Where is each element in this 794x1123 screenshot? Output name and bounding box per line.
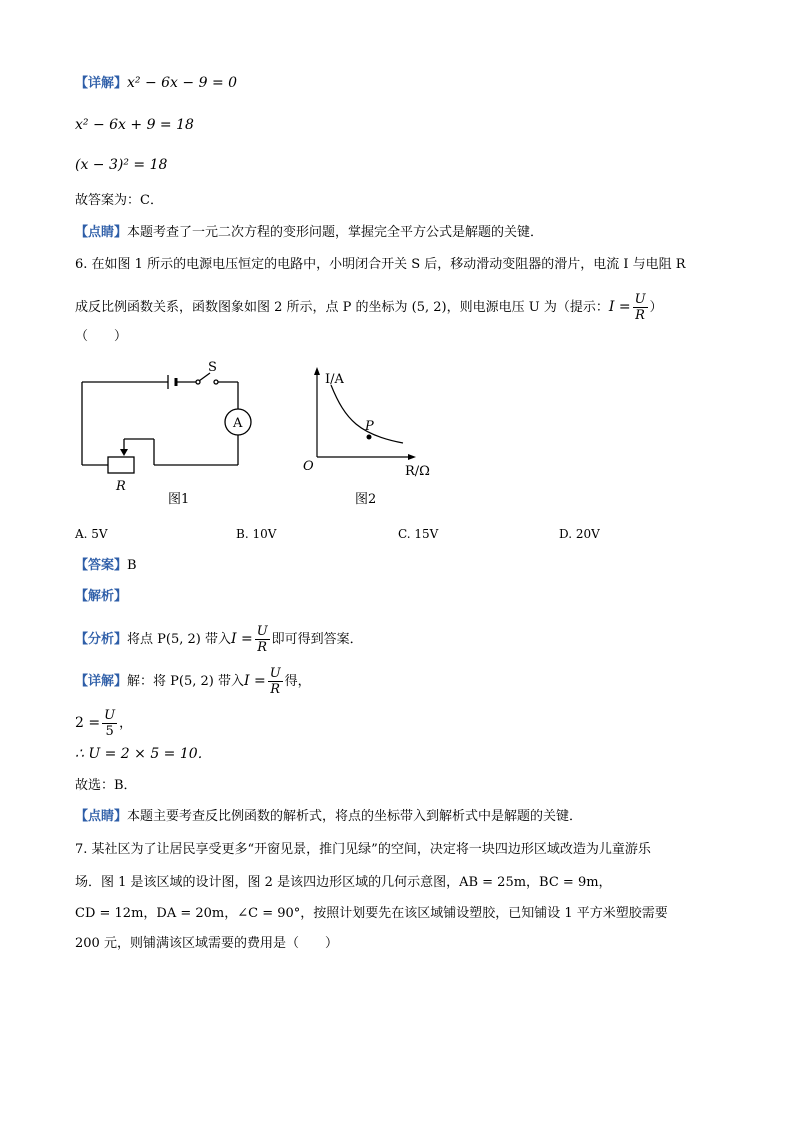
q5-comment-tag: 【点睛】 bbox=[75, 225, 128, 240]
y-axis-label: I/A bbox=[325, 372, 344, 387]
q5-equation-3: (x − 3)² = 18 bbox=[75, 157, 168, 173]
q6-option-d: D. 20V bbox=[559, 527, 600, 541]
x-axis-label: R/Ω bbox=[405, 464, 430, 479]
q6-stem-close: ） bbox=[649, 300, 663, 315]
q6-analysis-tag bbox=[75, 588, 127, 606]
q6-hint-numerator: U bbox=[634, 292, 646, 307]
q6-detail-denominator: R bbox=[270, 682, 281, 697]
q7-line-4: 200 元，则铺满该区域需要的费用是（ ） bbox=[75, 936, 338, 951]
origin-label: O bbox=[303, 459, 314, 474]
rheostat-body bbox=[108, 457, 134, 473]
switch-label: S bbox=[208, 360, 217, 375]
ammeter-label: A bbox=[233, 416, 243, 431]
switch-contact bbox=[214, 380, 218, 384]
resistor-label: R bbox=[116, 479, 126, 494]
q6-detail-fraction bbox=[268, 666, 283, 697]
q6-answer-line bbox=[75, 557, 137, 575]
q6-hint-denominator: R bbox=[635, 308, 645, 323]
q6-stem-line-1: 6. 在如图 1 所示的电源电压恒定的电路中，小明闭合开关 S 后，移动滑动变阻器的滑片，电流 I 与电阻 R bbox=[75, 257, 686, 272]
q5-answer-line: 故答案为：C． bbox=[75, 193, 163, 208]
q6-answer-tag: 【答案】 bbox=[75, 558, 128, 573]
q6-stem-line-2 bbox=[75, 292, 663, 323]
q6-step1-fraction bbox=[102, 708, 117, 739]
q6-figure-2-graph bbox=[295, 355, 455, 515]
figure-1-caption: 图1 bbox=[168, 492, 190, 507]
q6-fenxi-fraction bbox=[255, 624, 270, 655]
q7-line-1: 7. 某社区为了让居民享受更多“开窗见景，推门见绿”的空间，决定将一块四边形区域改造为儿童游乐 bbox=[75, 842, 651, 857]
q6-fenxi-text-b: 即可得到答案． bbox=[271, 632, 363, 647]
q6-comment-tag: 【点睛】 bbox=[75, 809, 128, 824]
q5-equation-2: x² − 6x + 9 = 18 bbox=[75, 117, 194, 133]
q7-line-2: 场．图 1 是该区域的设计图，图 2 是该四边形区域的几何示意图，AB = 25m，BC = 9m， bbox=[75, 875, 612, 890]
inverse-curve bbox=[331, 385, 403, 443]
q6-figure-1-circuit bbox=[70, 355, 270, 515]
slider-arrow-head bbox=[120, 449, 128, 456]
q6-step1-denominator: 5 bbox=[105, 724, 114, 739]
q6-detail-text-b: 得， bbox=[284, 674, 311, 689]
x-axis-arrow bbox=[408, 454, 416, 460]
q5-comment-line bbox=[75, 224, 543, 242]
q6-hint-lhs: I = bbox=[608, 299, 631, 315]
q6-comment-text: 本题主要考查反比例函数的解析式，将点的坐标带入到解析式中是解题的关键． bbox=[127, 809, 583, 824]
q5-detail-tag: 【详解】 bbox=[75, 76, 128, 91]
q6-stem-text: 成反比例函数关系，函数图象如图 2 所示，点 P 的坐标为 (5, 2)，则电源电压 U 为（提示： bbox=[75, 300, 609, 315]
q6-step-2: ∴ U = 2 × 5 = 10． bbox=[75, 746, 212, 762]
point-p-label: P bbox=[365, 419, 374, 434]
q6-detail-lhs: I = bbox=[243, 673, 266, 689]
q5-detail-line bbox=[75, 74, 237, 93]
q6-answer-value: B bbox=[127, 558, 137, 573]
q6-choose-line: 故选：B． bbox=[75, 778, 137, 793]
q6-fenxi-lhs: I = bbox=[230, 631, 253, 647]
q6-option-b: B. 10V bbox=[236, 527, 277, 541]
q6-fenxi-line bbox=[75, 624, 363, 655]
q6-detail-line bbox=[75, 666, 311, 697]
q6-fenxi-numerator: U bbox=[256, 624, 268, 639]
q6-step1-numerator: U bbox=[104, 708, 116, 723]
q5-equation-1: x² − 6x − 9 = 0 bbox=[127, 75, 238, 91]
point-p-dot bbox=[367, 435, 372, 440]
q6-step-1 bbox=[75, 708, 132, 739]
q6-option-c: C. 15V bbox=[398, 527, 439, 541]
q6-step1-lhs: 2 = bbox=[75, 715, 101, 731]
q6-fenxi-denominator: R bbox=[257, 640, 268, 655]
y-axis-arrow bbox=[314, 367, 320, 375]
q6-fenxi-text-a: 将点 P(5, 2) 带入 bbox=[127, 632, 231, 647]
q6-comment-line bbox=[75, 808, 582, 826]
q6-answer-paren: （ ） bbox=[75, 329, 128, 344]
q6-option-a: A. 5V bbox=[75, 527, 108, 541]
q6-fenxi-tag: 【分析】 bbox=[75, 632, 128, 647]
q6-analysis-tag-text: 【解析】 bbox=[75, 589, 128, 604]
q6-detail-numerator: U bbox=[269, 666, 281, 681]
q6-step1-tail: ， bbox=[119, 716, 133, 731]
q6-detail-text-a: 解：将 P(5, 2) 带入 bbox=[127, 674, 244, 689]
q6-hint-fraction bbox=[633, 292, 648, 323]
q6-detail-tag: 【详解】 bbox=[75, 674, 128, 689]
q5-comment-text: 本题考查了一元二次方程的变形问题，掌握完全平方公式是解题的关键． bbox=[127, 225, 544, 240]
q7-line-3: CD = 12m，DA = 20m，∠C = 90°，按照计划要先在该区域铺设塑胶，已知铺设 1 平方米塑胶需要 bbox=[75, 906, 668, 921]
figure-2-caption: 图2 bbox=[355, 492, 377, 507]
